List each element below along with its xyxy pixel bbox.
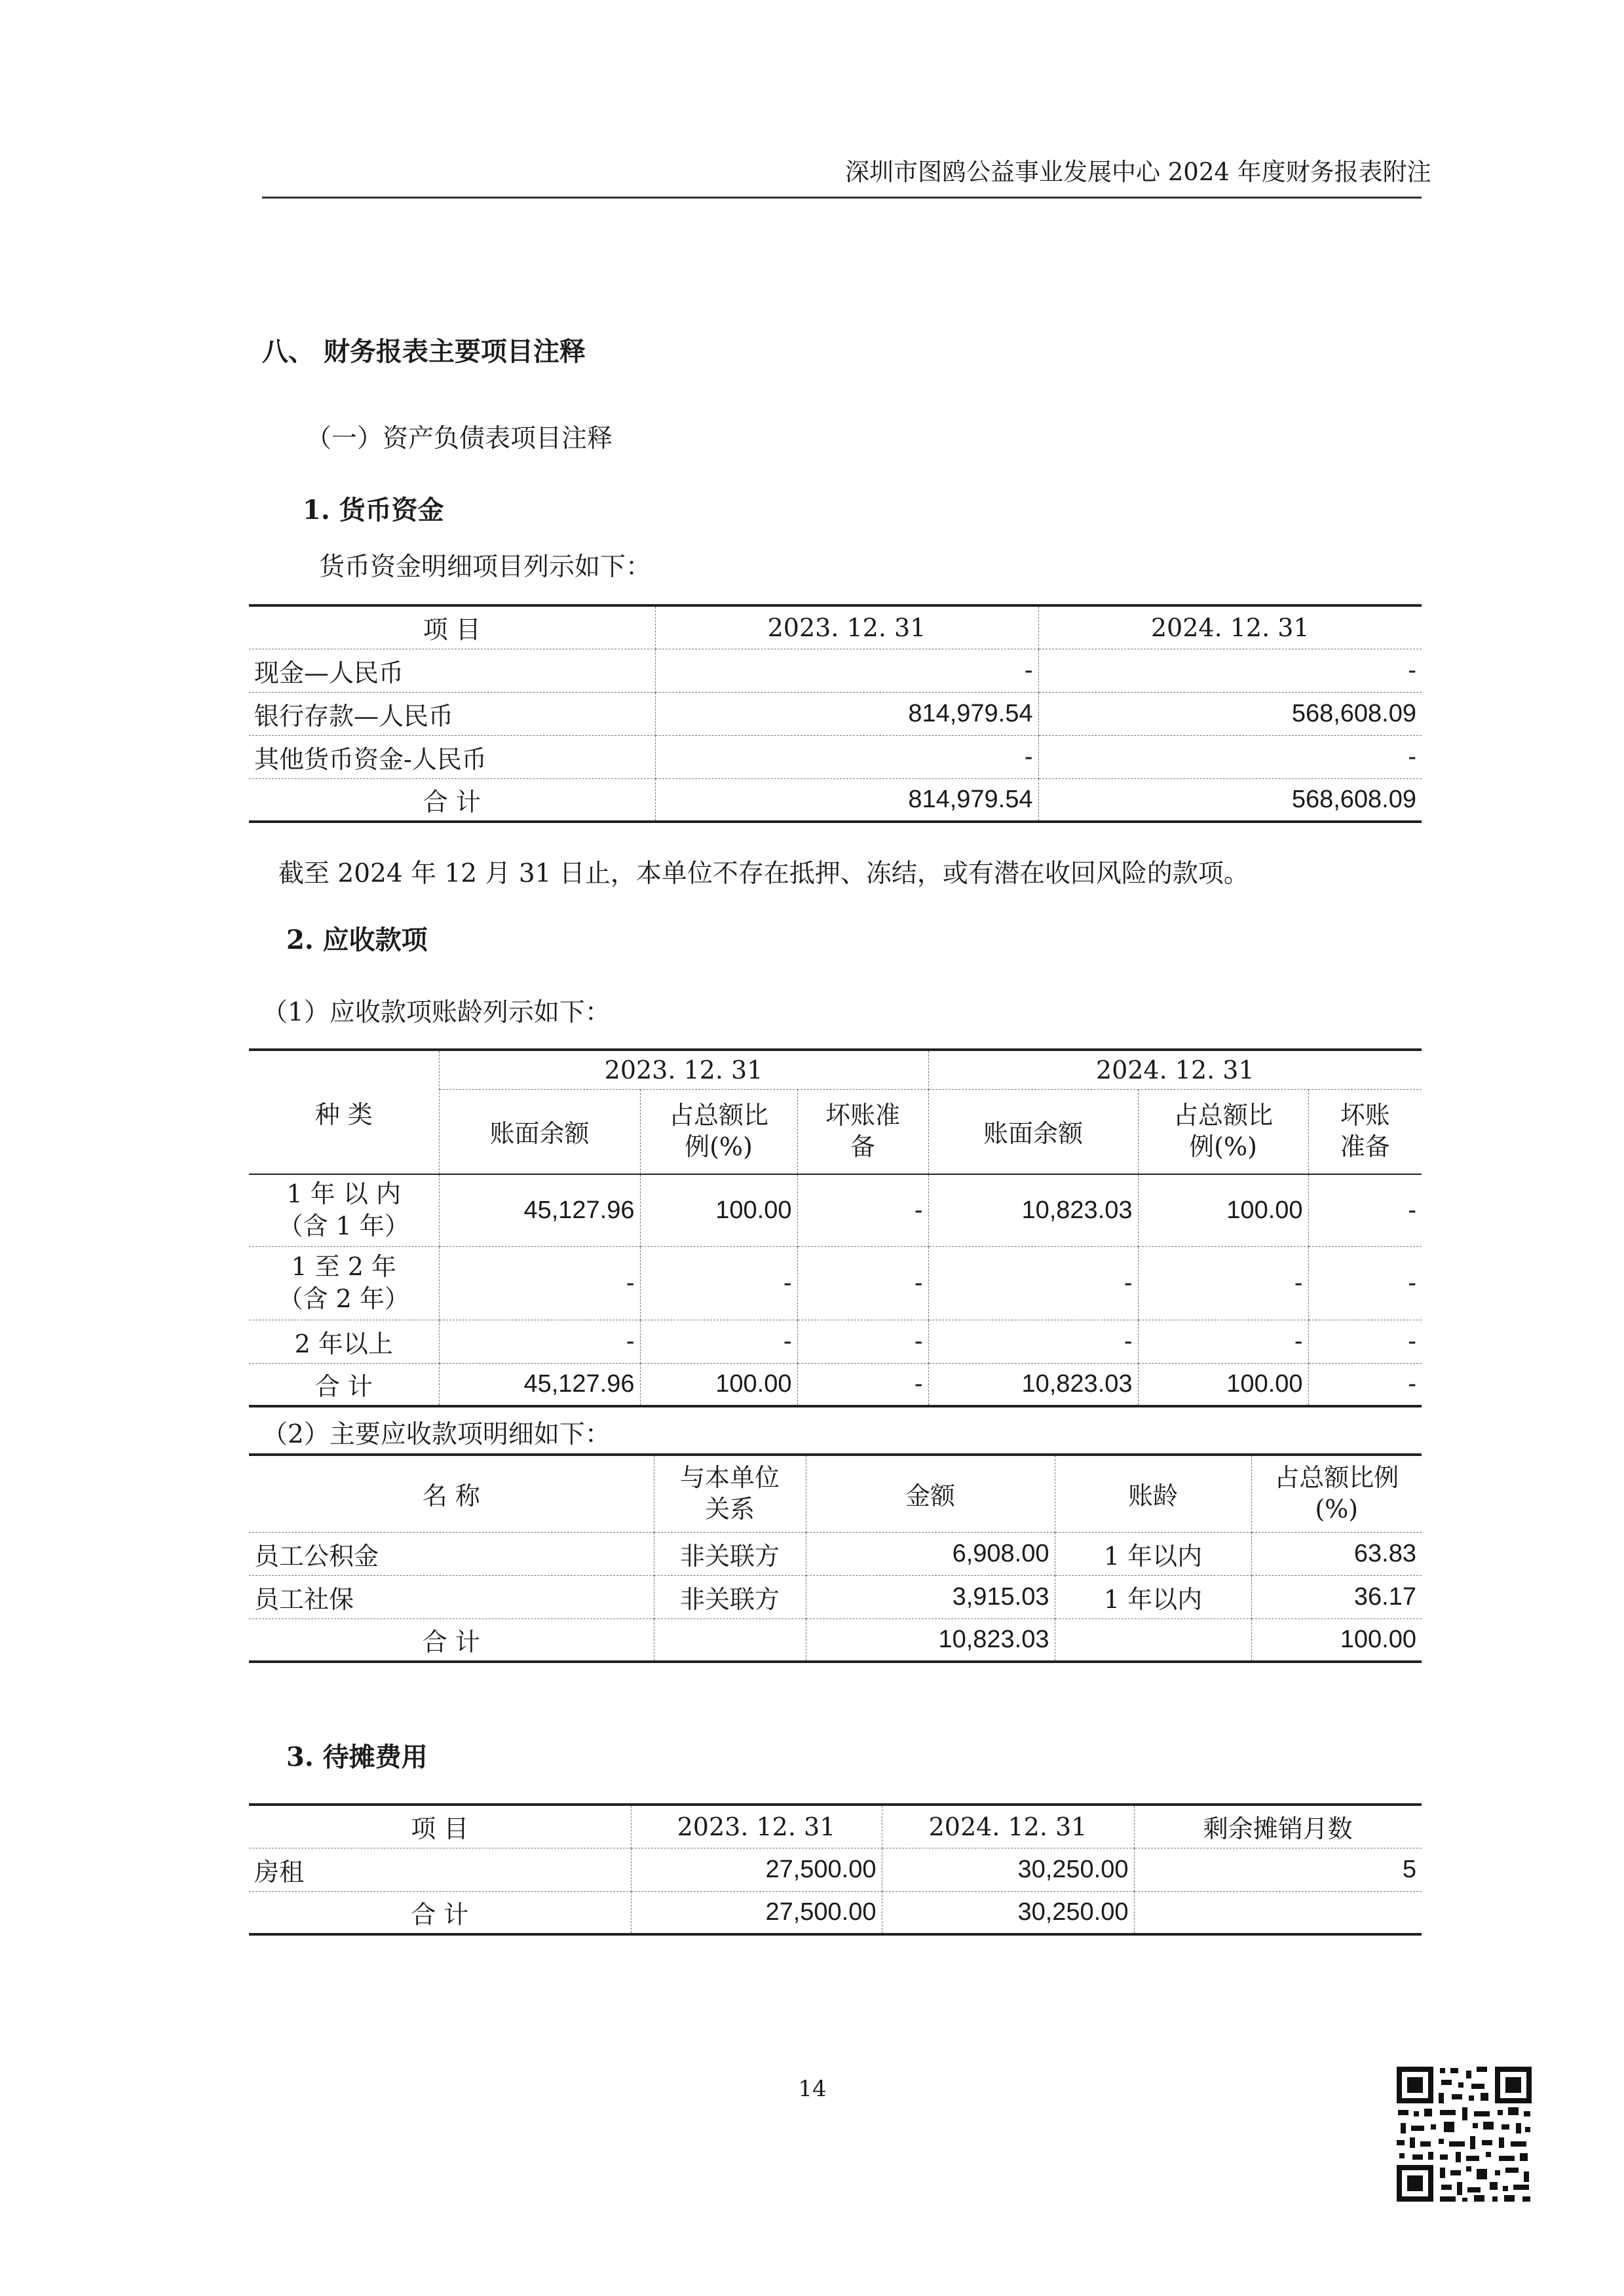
header-line: 关系 bbox=[704, 1494, 755, 1523]
table-header-row bbox=[249, 605, 1422, 649]
column-header bbox=[1138, 1089, 1308, 1174]
aging-table bbox=[249, 1048, 1422, 1407]
table-cell: 合 计 bbox=[249, 1618, 654, 1662]
table-cell: - bbox=[640, 1320, 797, 1363]
table-cell: 45,127.96 bbox=[439, 1363, 640, 1406]
table-cell: - bbox=[439, 1246, 640, 1320]
table-cell: 现金—人民币 bbox=[249, 649, 655, 692]
cell-line: （含 1 年） bbox=[278, 1212, 409, 1241]
table-cell bbox=[1055, 1618, 1251, 1662]
table-row bbox=[249, 1246, 1422, 1320]
table-cell: 36.17 bbox=[1251, 1575, 1422, 1618]
table-row bbox=[249, 692, 1422, 735]
header-line: 与本单位 bbox=[679, 1463, 780, 1493]
prepaid-table bbox=[249, 1803, 1422, 1936]
table-cell: - bbox=[1138, 1246, 1308, 1320]
table-cell: - bbox=[928, 1246, 1138, 1320]
table-cell bbox=[1134, 1891, 1422, 1934]
table-total-row bbox=[249, 1618, 1422, 1662]
header-line: (%) bbox=[1315, 1494, 1359, 1523]
header-line: 例(%) bbox=[1189, 1132, 1257, 1161]
table-cell: - bbox=[797, 1246, 928, 1320]
table-cell: 30,250.00 bbox=[882, 1848, 1134, 1891]
table-cell: - bbox=[1308, 1363, 1422, 1406]
table-row bbox=[249, 1320, 1422, 1363]
column-header: 账龄 bbox=[1055, 1455, 1251, 1532]
column-header: 金额 bbox=[806, 1455, 1055, 1532]
table-cell: - bbox=[439, 1320, 640, 1363]
table-cell: 6,908.00 bbox=[806, 1532, 1055, 1575]
table-cell: 非关联方 bbox=[654, 1532, 806, 1575]
table-total-row bbox=[249, 778, 1422, 822]
table-cell: 银行存款—人民币 bbox=[249, 692, 655, 735]
table-header-row bbox=[249, 1050, 1422, 1089]
table-cell bbox=[654, 1618, 806, 1662]
page-number: 14 bbox=[798, 2076, 827, 2102]
table-header-row bbox=[249, 1805, 1422, 1848]
header-line: 坏账 bbox=[1340, 1101, 1390, 1130]
table-row bbox=[249, 1532, 1422, 1575]
table-row bbox=[249, 1575, 1422, 1618]
table-header-row bbox=[249, 1455, 1422, 1532]
column-header: 2024. 12. 31 bbox=[882, 1805, 1134, 1848]
cash-intro: 货币资金明细项目列示如下： bbox=[319, 552, 652, 582]
table-cell bbox=[249, 1246, 439, 1320]
header-line: 坏账准 bbox=[825, 1101, 901, 1130]
header-line: 占总额比例 bbox=[1274, 1463, 1399, 1493]
cell-line: （含 2 年） bbox=[278, 1284, 409, 1313]
table-cell: - bbox=[1138, 1320, 1308, 1363]
table-cell: 合 计 bbox=[249, 778, 655, 822]
table-cell: - bbox=[1308, 1246, 1422, 1320]
table-cell: - bbox=[1308, 1174, 1422, 1246]
table-cell: 814,979.54 bbox=[655, 778, 1038, 822]
column-header: 2023. 12. 31 bbox=[655, 605, 1038, 649]
table-cell: 10,823.03 bbox=[806, 1618, 1055, 1662]
table-row bbox=[249, 1848, 1422, 1891]
header-line: 备 bbox=[850, 1132, 876, 1161]
table-cell: - bbox=[655, 735, 1038, 778]
header-line: 例(%) bbox=[685, 1132, 753, 1161]
cash-heading: 1. 货币资金 bbox=[303, 495, 444, 526]
table-cell: 合 计 bbox=[249, 1891, 631, 1934]
section-subtitle: （一）资产负债表项目注释 bbox=[306, 424, 613, 453]
receivables-heading: 2. 应收款项 bbox=[286, 925, 428, 955]
table-cell: 合 计 bbox=[249, 1363, 439, 1406]
header-divider bbox=[262, 197, 1422, 199]
table-cell: - bbox=[640, 1246, 797, 1320]
column-header: 剩余摊销月数 bbox=[1134, 1805, 1422, 1848]
table-total-row bbox=[249, 1891, 1422, 1934]
table-cell: - bbox=[1308, 1320, 1422, 1363]
column-header: 2024. 12. 31 bbox=[928, 1050, 1422, 1089]
column-header: 2024. 12. 31 bbox=[1038, 605, 1422, 649]
cell-line: 1 至 2 年 bbox=[291, 1252, 397, 1281]
table-cell: 568,608.09 bbox=[1038, 692, 1422, 735]
table-cell: 100.00 bbox=[1138, 1174, 1308, 1246]
table-cell: 63.83 bbox=[1251, 1532, 1422, 1575]
report-header-title: 深圳市图鸥公益事业发展中心 2024 年度财务报表附注 bbox=[845, 158, 1431, 186]
section-title: 八、 财务报表主要项目注释 bbox=[262, 336, 586, 367]
table-cell: 3,915.03 bbox=[806, 1575, 1055, 1618]
table-cell: 100.00 bbox=[640, 1174, 797, 1246]
cash-note: 截至 2024 年 12 月 31 日止，本单位不存在抵押、冻结，或有潜在收回风险的款项。 bbox=[278, 859, 1249, 889]
table-cell: 27,500.00 bbox=[631, 1848, 882, 1891]
column-header bbox=[640, 1089, 797, 1174]
table-cell: 员工社保 bbox=[249, 1575, 654, 1618]
column-header: 种 类 bbox=[249, 1050, 439, 1174]
table-cell: 10,823.03 bbox=[928, 1174, 1138, 1246]
table-cell: - bbox=[655, 649, 1038, 692]
column-header bbox=[1251, 1455, 1422, 1532]
table-cell: 1 年以内 bbox=[1055, 1575, 1251, 1618]
table-cell: 30,250.00 bbox=[882, 1891, 1134, 1934]
table-cell: 其他货币资金-人民币 bbox=[249, 735, 655, 778]
table-cell: 568,608.09 bbox=[1038, 778, 1422, 822]
cell-line: 1 年 以 内 bbox=[286, 1179, 401, 1208]
table-cell: 100.00 bbox=[640, 1363, 797, 1406]
column-header: 账面余额 bbox=[928, 1089, 1138, 1174]
column-header bbox=[654, 1455, 806, 1532]
table-row bbox=[249, 1174, 1422, 1246]
table-cell: 100.00 bbox=[1251, 1618, 1422, 1662]
table-cell: 员工公积金 bbox=[249, 1532, 654, 1575]
table-cell: 非关联方 bbox=[654, 1575, 806, 1618]
aging-intro: （1）应收款项账龄列示如下： bbox=[262, 998, 611, 1027]
table-cell: 10,823.03 bbox=[928, 1363, 1138, 1406]
table-cell: 房租 bbox=[249, 1848, 631, 1891]
header-line: 占总额比 bbox=[1173, 1101, 1274, 1130]
column-header bbox=[1308, 1089, 1422, 1174]
detail-intro: （2）主要应收款项明细如下： bbox=[262, 1420, 611, 1449]
column-header: 2023. 12. 31 bbox=[631, 1805, 882, 1848]
table-cell: 100.00 bbox=[1138, 1363, 1308, 1406]
table-total-row bbox=[249, 1363, 1422, 1406]
table-row bbox=[249, 735, 1422, 778]
column-header: 账面余额 bbox=[439, 1089, 640, 1174]
column-header: 名 称 bbox=[249, 1455, 654, 1532]
column-header: 2023. 12. 31 bbox=[439, 1050, 928, 1089]
table-cell: - bbox=[797, 1174, 928, 1246]
column-header: 项 目 bbox=[249, 605, 655, 649]
table-cell: - bbox=[797, 1320, 928, 1363]
table-cell: 1 年以内 bbox=[1055, 1532, 1251, 1575]
qr-code-icon bbox=[1394, 2064, 1534, 2204]
table-cell: - bbox=[1038, 649, 1422, 692]
table-cell: 27,500.00 bbox=[631, 1891, 882, 1934]
column-header: 项 目 bbox=[249, 1805, 631, 1848]
table-cell: 2 年以上 bbox=[249, 1320, 439, 1363]
table-cell bbox=[249, 1174, 439, 1246]
table-cell: - bbox=[928, 1320, 1138, 1363]
column-header bbox=[797, 1089, 928, 1174]
header-line: 占总额比 bbox=[668, 1101, 768, 1130]
receivables-detail-table bbox=[249, 1453, 1422, 1663]
table-cell: 45,127.96 bbox=[439, 1174, 640, 1246]
table-cell: 5 bbox=[1134, 1848, 1422, 1891]
table-cell: - bbox=[1038, 735, 1422, 778]
table-cell: 814,979.54 bbox=[655, 692, 1038, 735]
table-row bbox=[249, 649, 1422, 692]
prepaid-heading: 3. 待摊费用 bbox=[286, 1742, 428, 1772]
table-cell: - bbox=[797, 1363, 928, 1406]
cash-table bbox=[249, 604, 1422, 823]
qr-code-graphic bbox=[1394, 2064, 1534, 2204]
header-line: 准备 bbox=[1340, 1132, 1390, 1161]
